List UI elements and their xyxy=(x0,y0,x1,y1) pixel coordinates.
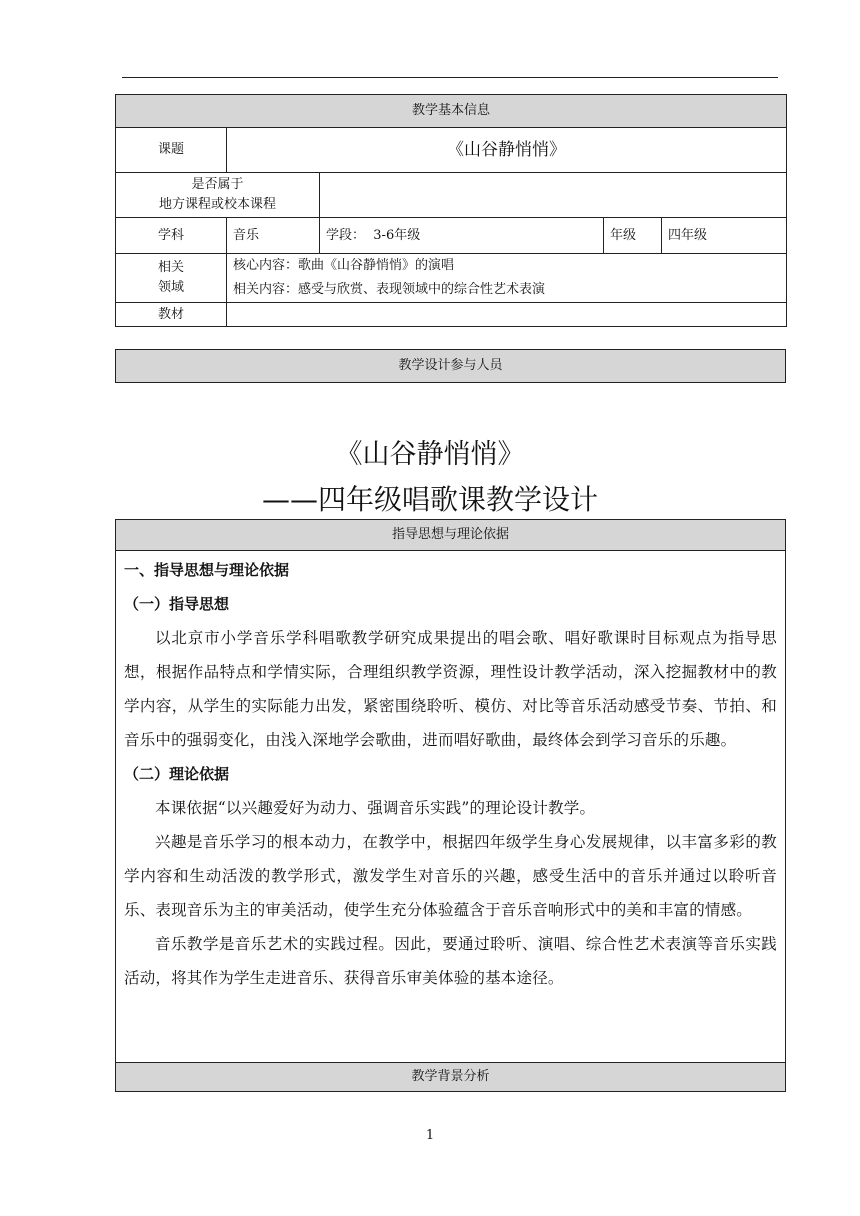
guiding-heading: 一、指导思想与理论依据 xyxy=(124,561,290,579)
basic-info-table xyxy=(115,94,787,327)
domain-related: 相关内容：感受与欣赏、表现领域中的综合性艺术表演 xyxy=(233,282,546,297)
main-title-line1: 《山谷静悄悄》 xyxy=(335,439,525,470)
page-number: 1 xyxy=(425,1128,435,1143)
participants-table xyxy=(115,349,786,383)
domain-core: 核心内容：歌曲《山谷静悄悄》的演唱 xyxy=(233,258,455,273)
basic-info-header: 教学基本信息 xyxy=(116,95,787,128)
guiding-section-header: 指导思想与理论依据 xyxy=(116,520,785,551)
subject-label: 学科 xyxy=(116,218,227,254)
guiding-paragraph-2: 本课依据“以兴趣爱好为动力、强调音乐实践”的理论设计教学。 xyxy=(155,799,596,817)
stage-label: 学段： xyxy=(326,227,366,243)
guiding-section-body xyxy=(116,551,785,999)
material-value xyxy=(227,303,787,327)
grade-value: 四年级 xyxy=(662,218,787,254)
domain-value xyxy=(227,254,787,303)
guiding-subheading-2: （二）理论依据 xyxy=(124,765,230,783)
guiding-subheading-1: （一）指导思想 xyxy=(124,595,230,613)
guiding-paragraph-3: 兴趣是音乐学习的根本动力，在教学中，根据四年级学生身心发展规律，以丰富多彩的教学内容和生动活泼的教学形式，激发学生对音乐的兴趣，感受生活中的音乐并通过以聆听音乐、表现音乐为主的审美活动，使学生充分体验蕴含于音乐音响形式中的美和丰富的情感。 xyxy=(124,833,777,919)
grade-label: 年级 xyxy=(604,218,662,254)
participants-header: 教学设计参与人员 xyxy=(116,350,786,383)
stage-cell xyxy=(320,218,604,254)
local-course-value xyxy=(320,173,787,218)
stage-value: 3-6年级 xyxy=(373,227,421,243)
domain-label xyxy=(116,254,227,303)
material-label: 教材 xyxy=(116,303,227,327)
topic-label: 课题 xyxy=(116,128,227,173)
local-course-label-line1: 是否属于 xyxy=(191,177,244,192)
domain-label-line2: 领域 xyxy=(157,280,184,295)
guiding-section xyxy=(115,519,786,1063)
subject-value: 音乐 xyxy=(227,218,320,254)
topic-value: 《山谷静悄悄》 xyxy=(227,128,787,173)
main-title-line2: ——四年级唱歌课教学设计 xyxy=(261,483,598,516)
guiding-paragraph-1: 以北京市小学音乐学科唱歌教学研究成果提出的唱会歌、唱好歌课时目标观点为指导思想，根据作品特点和学情实际，合理组织教学资源，理性设计教学活动，深入挖掘教材中的教学内容，从学生的实际能力出发，紧密围绕聆听、模仿、对比等音乐活动感受节奏、节拍、和音乐中的强弱变化，由浅入深地学会歌曲，进而唱好歌曲，最终体会到学习音乐的乐趣。 xyxy=(124,629,777,749)
domain-label-line1: 相关 xyxy=(157,260,184,275)
local-course-label-line2: 地方课程或校本课程 xyxy=(158,197,276,212)
header-rule xyxy=(122,77,778,78)
local-course-label xyxy=(116,173,320,218)
background-section-header: 教学背景分析 xyxy=(115,1062,786,1092)
guiding-paragraph-4: 音乐教学是音乐艺术的实践过程。因此，要通过聆听、演唱、综合性艺术表演等音乐实践活动，将其作为学生走进音乐、获得音乐审美体验的基本途径。 xyxy=(124,935,777,987)
